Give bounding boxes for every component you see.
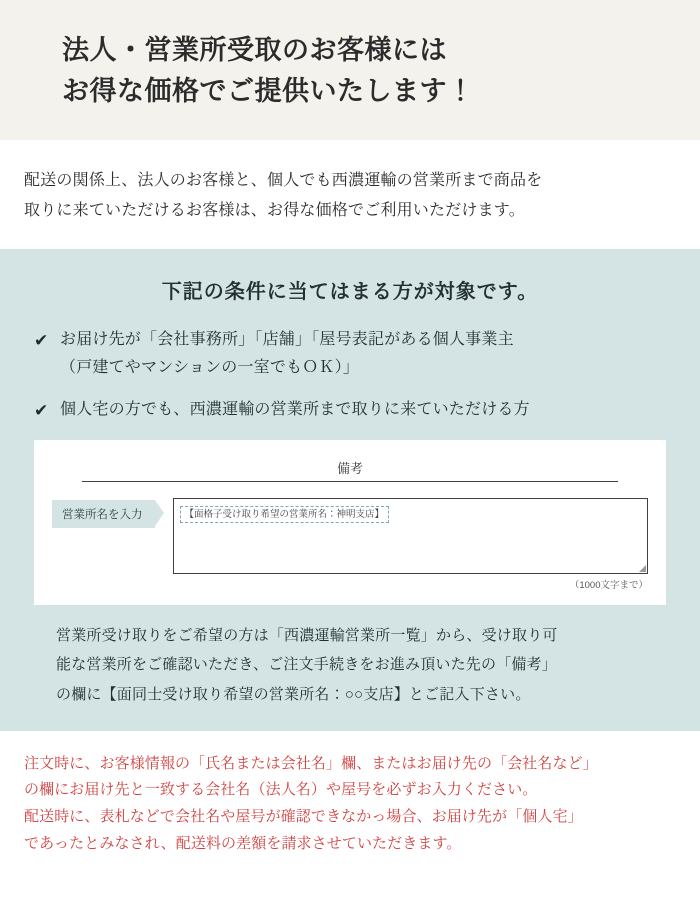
- header-title-line2: お得な価格でご提供いたします！: [62, 76, 475, 107]
- conditions-list: [0, 326, 700, 426]
- note-line2: 能な営業所をご確認いただき、ご注文手続きをお進み頂いた先の「備考」: [56, 656, 558, 674]
- list-item: [34, 326, 660, 382]
- warning-line2: の欄にお届け先と一致する会社名（法人名）や屋号を必ずお入力ください。: [24, 781, 538, 799]
- warning-line1: 注文時に、お客様情報の「氏名または会社名」欄、またはお届け先の「会社名など」: [24, 754, 598, 772]
- conditions-title: 下記の条件に当てはまる方が対象です。: [161, 281, 539, 304]
- conditions-section: [0, 249, 700, 731]
- remarks-divider: [82, 481, 618, 482]
- check-icon: ✔: [34, 331, 49, 351]
- office-name-callout: 営業所名を入力: [52, 500, 155, 528]
- remarks-textarea-wrap: [173, 498, 649, 591]
- header-band: [0, 0, 700, 140]
- condition-1-line1: お届け先が「会社事務所」「店舗」「屋号表記がある個人事業主: [60, 331, 514, 349]
- warning-line3: 配送時に、表札などで会社名や屋号が確認できなかっ場合、お届け先が「個人宅」: [24, 808, 583, 826]
- conditions-note: [0, 605, 700, 709]
- remarks-input-row: [52, 498, 648, 591]
- intro-section: [0, 140, 700, 249]
- intro-line2: 取りに来ていただけるお客様は、お得な価格でご利用いただけます。: [24, 201, 525, 219]
- intro-line1: 配送の関係上、法人のお客様と、個人でも西濃運輸の営業所まで商品を: [24, 172, 543, 190]
- remarks-placeholder: 【面格子受け取り希望の営業所名：神明支店】: [180, 506, 390, 523]
- warning-section: [0, 731, 700, 876]
- remarks-label: 備考: [336, 461, 363, 476]
- remarks-textarea[interactable]: [173, 498, 649, 574]
- header-title-line1: 法人・営業所受取のお客様には: [62, 35, 447, 65]
- condition-2-line1: 個人宅の方でも、西濃運輸の営業所まで取りに来ていただける方: [60, 401, 530, 419]
- char-limit-label: （1000文字まで）: [569, 580, 648, 591]
- list-item: [34, 396, 660, 426]
- form-mock-card: [34, 440, 666, 605]
- condition-1-line2: （戸建てやマンションの一室でもＯＫ）」: [60, 359, 360, 377]
- note-line3: の欄に【面同士受け取り希望の営業所名：○○支店】とご記入下さい。: [56, 685, 531, 703]
- check-icon: ✔: [34, 401, 49, 421]
- warning-line4: であったとみなされ、配送料の差額を請求させていただきます。: [24, 834, 462, 852]
- note-line1: 営業所受け取りをご希望の方は「西濃運輸営業所一覧」から、受け取り可: [56, 627, 558, 644]
